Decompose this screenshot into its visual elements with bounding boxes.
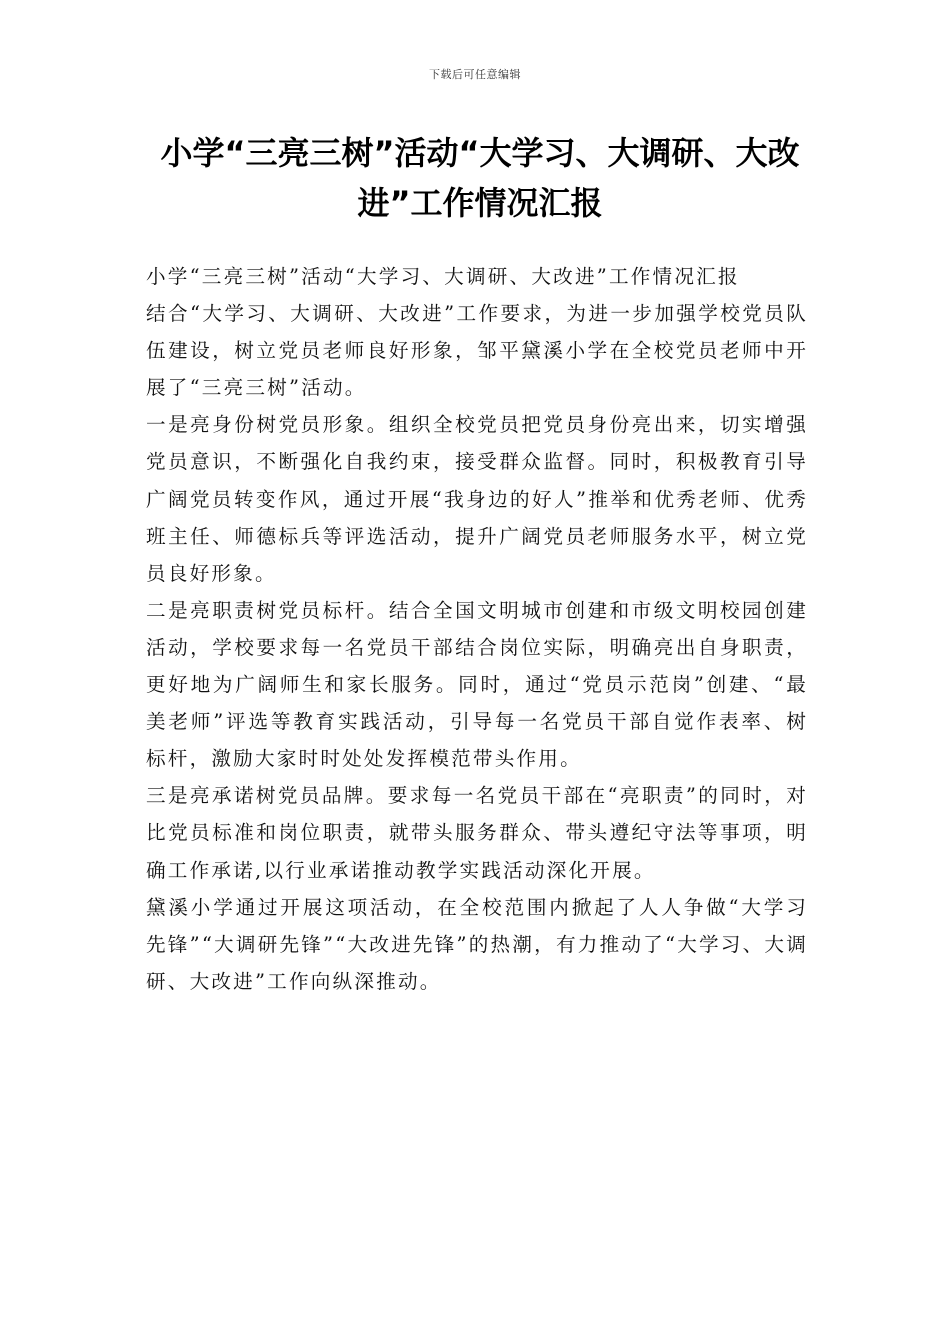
paragraph-commitment: 三是亮承诺树党员品牌。要求每一名党员干部在“亮职责”的同时，对比党员标准和岗位职责，就带头服务群众、带头遵纪守法等事项，明确工作承诺,以行业承诺推动教学实践活动深化开展。: [146, 784, 808, 882]
paragraph-conclusion: 黛溪小学通过开展这项活动，在全校范围内掀起了人人争做“大学习先锋”“大调研先锋”“大改进先锋”的热潮，有力推动了“大学习、大调研、大改进”工作向纵深推动。: [146, 895, 808, 993]
header-note: 下载后可任意编辑: [429, 68, 521, 81]
paragraph-duty: 二是亮职责树党员标杆。结合全国文明城市创建和市级文明校园创建活动，学校要求每一名党员干部结合岗位实际，明确亮出自身职责，更好地为广阔师生和家长服务。同时，通过“党员示范岗”创建、“最美老师”评选等教育实践活动，引导每一名党员干部自觉作表率、树标杆，激励大家时时处处发挥模范带头作用。: [146, 598, 808, 771]
paragraph-repeated-title: 小学“三亮三树”活动“大学习、大调研、大改进”工作情况汇报: [146, 265, 740, 288]
document-title: 小学“三亮三树”活动“大学习、大调研、大改进”工作情况汇报: [160, 134, 800, 222]
paragraph-identity: 一是亮身份树党员形象。组织全校党员把党员身份亮出来，切实增强党员意识，不断强化自我约束，接受群众监督。同时，积极教育引导广阔党员转变作风，通过开展“我身边的好人”推举和优秀老师、优秀班主任、师德标兵等评选活动，提升广阔党员老师服务水平，树立党员良好形象。: [146, 413, 808, 585]
document-body: [146, 258, 808, 1000]
paragraph-intro: 结合“大学习、大调研、大改进”工作要求，为进一步加强学校党员队伍建设，树立党员老师良好形象，邹平黛溪小学在全校党员老师中开展了“三亮三树”活动。: [146, 302, 808, 400]
